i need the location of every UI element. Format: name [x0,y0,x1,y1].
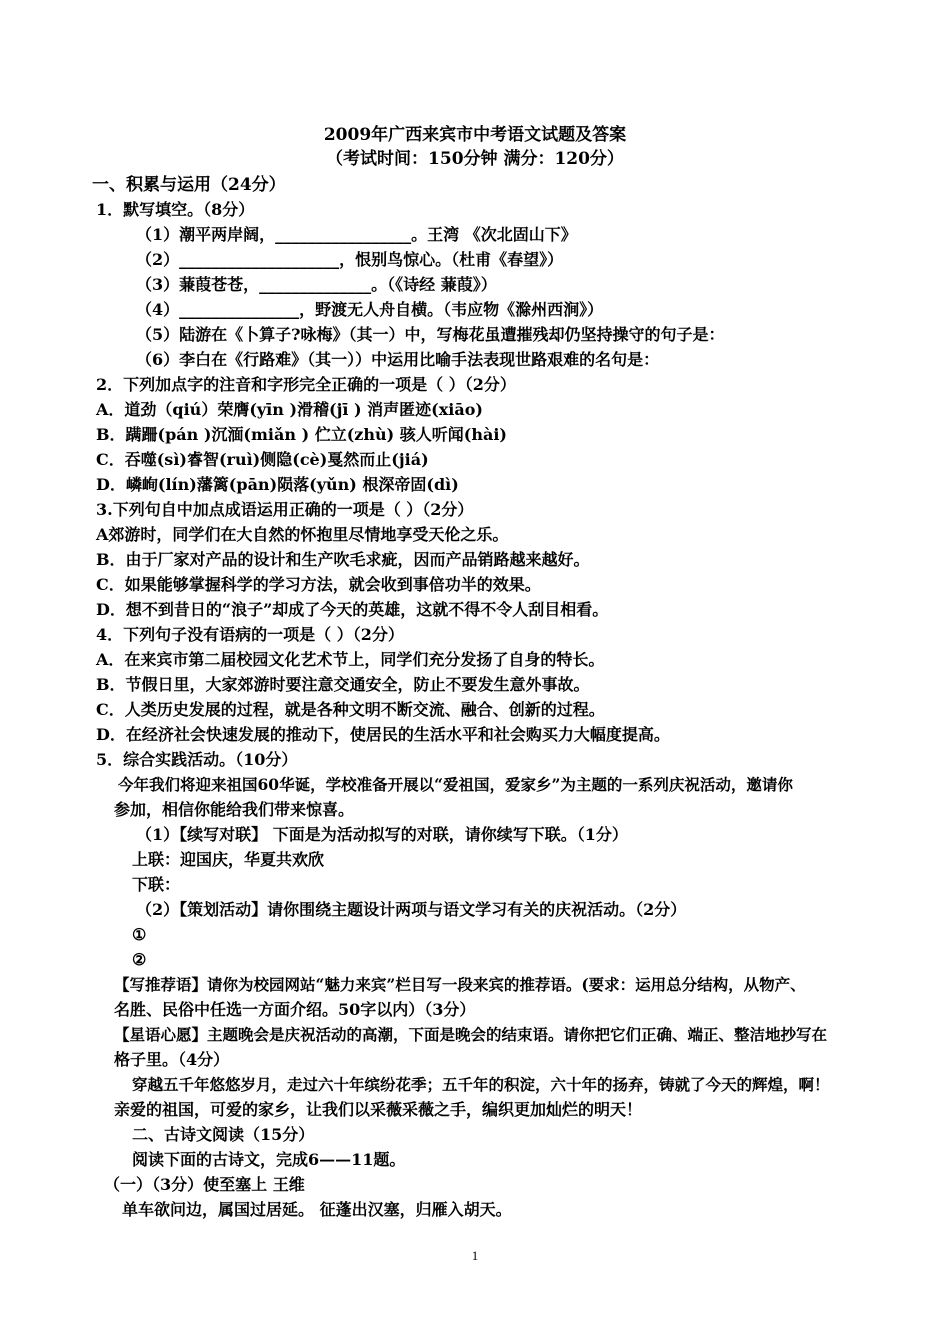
option-line: A．道劲（qiú）荣膺(yīn )滑稽(jī ) 消声匿迹(xiāo) [96,400,483,419]
paragraph-line: ① [132,925,147,944]
option-line: C．人类历史发展的过程，就是各种文明不断交流、融合、创新的过程。 [96,700,605,719]
option-line: B．节假日里，大家郊游时要注意交通安全，防止不要发生意外事故。 [96,675,590,694]
paragraph-line: 下联： [132,875,181,894]
option-line: B．蹒跚(pán )沉湎(miǎn ) 伫立(zhù) 骇人听闻(hài) [96,425,507,444]
option-line: C．如果能够掌握科学的学习方法，就会收到事倍功半的效果。 [96,575,541,594]
question-line: （1）潮平两岸阔，_________________。王湾 《次北固山下》 [136,225,577,244]
option-line: D．在经济社会快速发展的推动下，使居民的生活水平和社会购买力大幅度提高。 [96,725,670,744]
paragraph-line: 穿越五千年悠悠岁月，走过六十年缤纷花季；五千年的积淀，六十年的扬弃，铸就了今天的辉煌，啊！ [132,1075,830,1094]
paragraph-line: 名胜、民俗中任选一方面介绍。50字以内）（3分） [114,1000,476,1019]
question-line: （4）_______________，野渡无人舟自横。（韦应物《滁州西涧》） [136,300,604,319]
question-line: （5）陆游在《卜算子?咏梅》（其一）中，写梅花虽遭摧残却仍坚持操守的句子是： [136,325,725,344]
document-title: 2009年广西来宾市中考语文试题及答案 [323,125,627,145]
question-line: 1．默写填空。（8分） [96,200,255,219]
paragraph-line: ② [132,950,147,969]
section-heading: 一、积累与运用（24分） [92,175,286,195]
question-line: （3）蒹葭苍苍，______________。（《诗经 蒹葭》） [136,275,497,294]
option-line: D．想不到昔日的“浪子”却成了今天的英雄，这就不得不令人刮目相看。 [96,600,609,619]
option-line: A．在来宾市第二届校园文化艺术节上，同学们充分发扬了自身的特长。 [96,650,605,669]
paragraph-line: 参加，相信你能给我们带来惊喜。 [114,800,355,819]
subsection-heading: （一）（3分）使至塞上 王维 [104,1175,305,1194]
paragraph-line: 【星语心愿】主题晚会是庆祝活动的高潮，下面是晚会的结束语。请你把它们正确、端正、整洁地抄写在 [114,1025,828,1044]
section-heading: 二、古诗文阅读（15分） [132,1125,315,1144]
paragraph-line: 单车欲问边，属国过居延。 征蓬出汉塞，归雁入胡天。 [122,1200,512,1219]
document-subtitle: （考试时间：150分钟 满分：120分） [326,149,624,169]
question-line: （2）____________________，恨别鸟惊心。（杜甫《春望》） [136,250,564,269]
paragraph-line: 【写推荐语】请你为校园网站“魅力来宾”栏目写一段来宾的推荐语。(要求：运用总分结构，从物产、 [114,975,806,994]
option-line: C．吞噬(sì)睿智(ruì)侧隐(cè)戛然而止(jiá) [96,450,429,469]
paragraph-line: 亲爱的祖国，可爱的家乡，让我们以采薇采薇之手，编织更加灿烂的明天！ [114,1100,643,1119]
question-line: （2）【策划活动】请你围绕主题设计两项与语文学习有关的庆祝活动。（2分） [136,900,687,919]
paragraph-line: 上联：迎国庆，华夏共欢欣 [132,850,325,869]
option-line: B．由于厂家对产品的设计和生产吹毛求疵，因而产品销路越来越好。 [96,550,590,569]
question-line: （6）李白在《行路难》（其一））中运用比喻手法表现世路艰难的名句是： [136,350,660,369]
paragraph-line: 阅读下面的古诗文，完成6——11题。 [132,1150,406,1169]
question-line: 2．下列加点字的注音和字形完全正确的一项是（ ）（2分） [96,375,516,394]
question-line: 3.下列句自中加点成语运用正确的一项是（ ）（2分） [96,500,474,519]
question-line: （1）【续写对联】 下面是为活动拟写的对联，请你续写下联。（1分） [136,825,628,844]
option-line: D．嶙峋(lín)藩篱(pān)陨落(yǔn) 根深帝固(dì) [96,475,459,494]
option-line: A郊游时，同学们在大自然的怀抱里尽情地享受天伦之乐。 [96,525,509,544]
paragraph-line: 格子里。（4分） [114,1050,230,1069]
page-number: 1 [471,1248,479,1263]
question-line: 5．综合实践活动。（10分） [96,750,298,769]
paragraph-line: 今年我们将迎来祖国60华诞，学校准备开展以“爱祖国，爱家乡”为主题的一系列庆祝活动，邀请你 [118,775,793,794]
question-line: 4．下列句子没有语病的一项是（ ）（2分） [96,625,404,644]
